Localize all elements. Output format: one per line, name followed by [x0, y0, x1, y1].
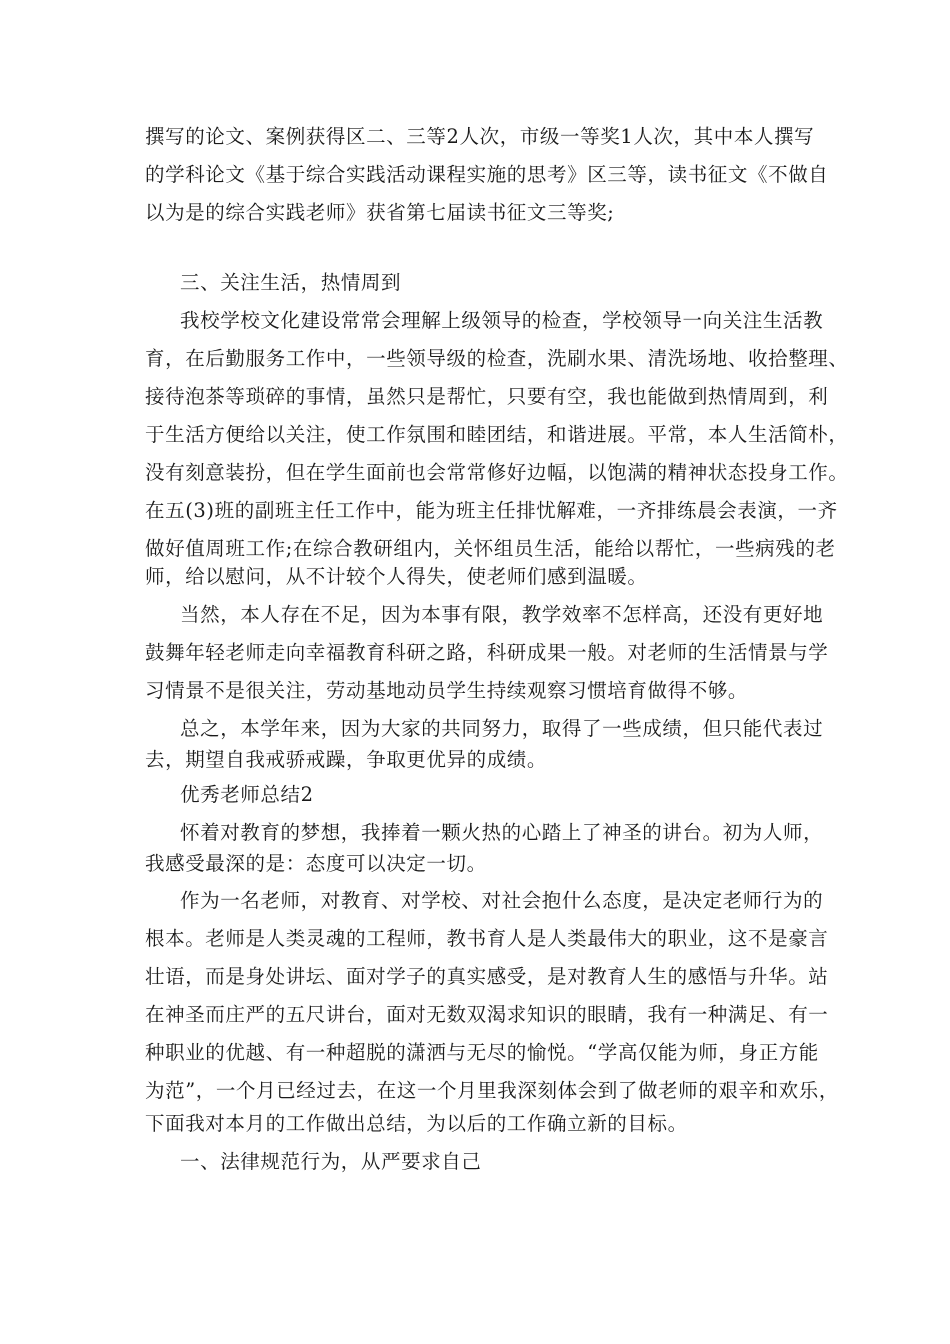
text-line: 我校学校文化建设常常会理解上级领导的检查，学校领导一向关注生活教 — [180, 309, 824, 332]
text-line: 怀着对教育的梦想，我捧着一颗火热的心踏上了神圣的讲台。初为人师， — [180, 821, 824, 844]
text-line: 育，在后勤服务工作中，一些领导级的检查，洗刷水果、清洗场地、收拾整理、 — [145, 347, 849, 370]
text-line: 去，期望自我戒骄戒躁，争取更优异的成绩。 — [145, 748, 548, 771]
text-line: 当然，本人存在不足，因为本事有限，教学效率不怎样高，还没有更好地 — [180, 603, 824, 626]
text-line: 种职业的优越、有一种超脱的潇洒与无尽的愉悦。“学高仅能为师，身正方能 — [145, 1041, 819, 1064]
text-line: 总之，本学年来，因为大家的共同努力，取得了一些成绩，但只能代表过 — [180, 717, 824, 740]
section-title: 优秀老师总结2 — [180, 783, 314, 806]
text-line: 作为一名老师，对教育、对学校、对社会抱什么态度，是决定老师行为的 — [180, 889, 824, 912]
text-line: 撰写的论文、案例获得区二、三等2人次，市级一等奖1人次，其中本人撰写 — [145, 125, 815, 148]
text-line: 于生活方便给以关注，使工作氛围和睦团结，和谐进展。平常，本人生活简朴， — [145, 423, 849, 446]
text-line: 根本。老师是人类灵魂的工程师，教书育人是人类最伟大的职业，这不是豪言 — [145, 927, 829, 950]
text-line: 鼓舞年轻老师走向幸福教育科研之路，科研成果一般。对老师的生活情景与学 — [145, 641, 829, 664]
text-line: 接待泡茶等琐碎的事情，虽然只是帮忙，只要有空，我也能做到热情周到，利 — [145, 385, 829, 408]
text-line: 在五(3)班的副班主任工作中，能为班主任排忧解难，一齐排练晨会表演，一齐 — [145, 499, 838, 522]
text-line: 下面我对本月的工作做出总结，为以后的工作确立新的目标。 — [145, 1112, 688, 1135]
text-line: 我感受最深的是：态度可以决定一切。 — [145, 852, 487, 875]
text-line: 没有刻意装扮，但在学生面前也会常常修好边幅，以饱满的精神状态投身工作。 — [145, 461, 849, 484]
text-line: 习情景不是很关注，劳动基地动员学生持续观察习惯培育做得不够。 — [145, 679, 749, 702]
text-line: 壮语，而是身处讲坛、面对学子的真实感受，是对教育人生的感悟与升华。站 — [145, 965, 829, 988]
section-heading: 一、法律规范行为，从严要求自己 — [180, 1150, 482, 1173]
text-line: 以为是的综合实践老师》获省第七届读书征文三等奖; — [145, 201, 615, 224]
text-line: 为范”，一个月已经过去，在这一个月里我深刻体会到了做老师的艰辛和欢乐， — [145, 1079, 839, 1102]
text-line: 师，给以慰问，从不计较个人得失，使老师们感到温暖。 — [145, 565, 648, 588]
text-line: 的学科论文《基于综合实践活动课程实施的思考》区三等，读书征文《不做自 — [145, 163, 829, 186]
text-line: 做好值周班工作;在综合教研组内，关怀组员生活，能给以帮忙，一些病残的老 — [145, 537, 836, 560]
section-heading: 三、关注生活，热情周到 — [180, 271, 402, 294]
text-line: 在神圣而庄严的五尺讲台，面对无数双渴求知识的眼睛，我有一种满足、有一 — [145, 1003, 829, 1026]
